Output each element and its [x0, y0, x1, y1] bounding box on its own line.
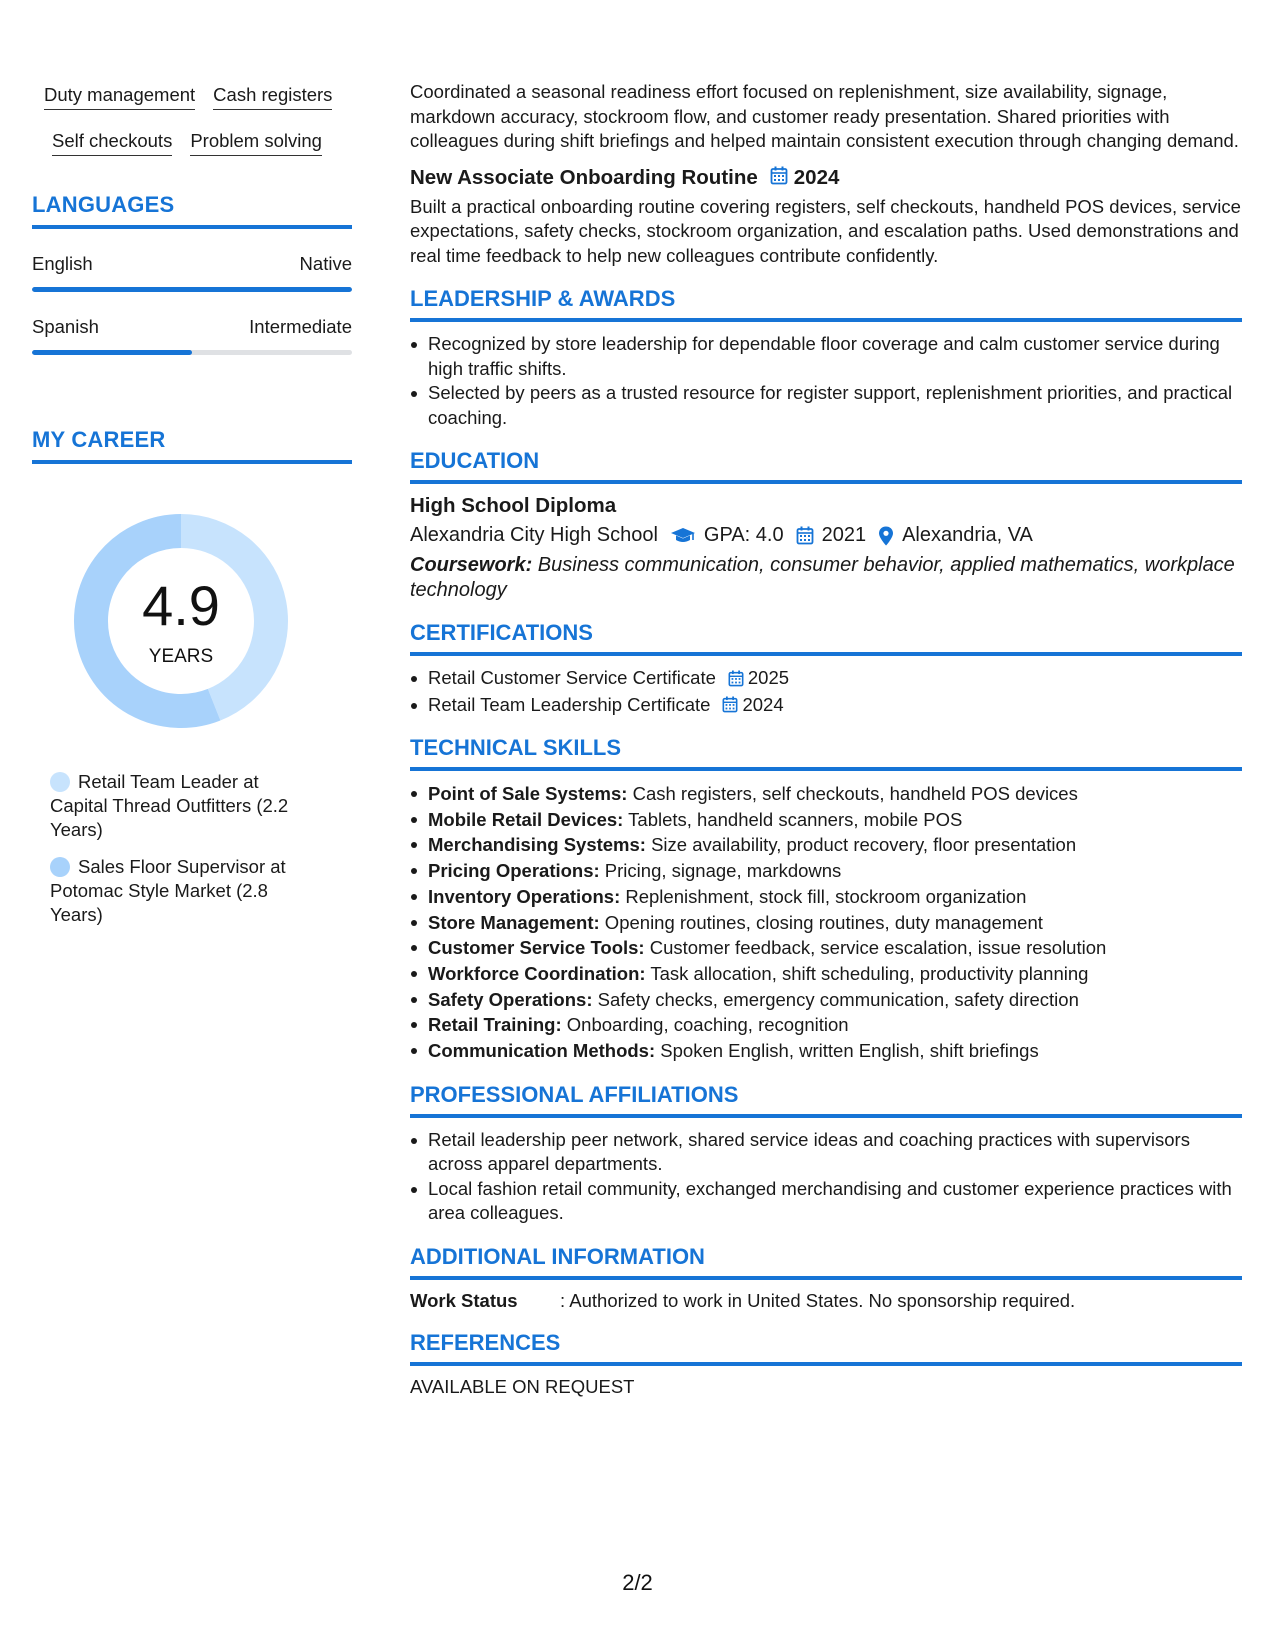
skill-values: Replenishment, stock fill, stockroom organization [620, 885, 1027, 907]
project-title-row [410, 166, 1242, 191]
list-item [410, 1012, 1242, 1038]
career-total-years: 4.9 [142, 574, 220, 637]
language-item [32, 316, 352, 355]
skill-category: Inventory Operations: [428, 885, 621, 907]
skill-category: Workforce Coordination: [428, 962, 646, 984]
references-text: AVAILABLE ON REQUEST [410, 1375, 635, 1397]
language-level: Intermediate [249, 316, 352, 337]
list-item [410, 935, 1242, 961]
list-item [410, 910, 1242, 936]
coursework-label: Coursework: [410, 554, 533, 576]
calendar-icon [796, 526, 814, 545]
calendar-icon [728, 670, 744, 687]
certifications-list [410, 666, 1242, 717]
page-number: 2/2 [622, 1570, 653, 1595]
list-item: Recognized by store leadership for dependable floor coverage and calm customer service during high traffic shifts. [410, 332, 1242, 381]
list-item [410, 858, 1242, 884]
project-title: New Associate Onboarding Routine [410, 166, 758, 189]
skill-values: Size availability, product recovery, floor presentation [645, 834, 1077, 856]
skill-category: Communication Methods: [428, 1040, 656, 1062]
list-item [410, 961, 1242, 987]
skill-values: Cash registers, self checkouts, handheld POS devices [627, 783, 1078, 804]
skill-values: Tablets, handheld scanners, mobile POS [623, 808, 963, 830]
main-column [410, 80, 1242, 1398]
skill-values: Task allocation, shift scheduling, productivity planning [645, 962, 1089, 984]
skill-category: Customer Service Tools: [428, 937, 645, 959]
tag-row [44, 84, 352, 110]
education-year: 2021 [821, 524, 867, 546]
technical-skills-list [410, 781, 1242, 1064]
intro-paragraph: Coordinated a seasonal readiness effort focused on replenishment, size availability, signage, markdown accuracy, stockroom flow, and customer ready presentation. Shared priorities with colleagues during shift briefings and helped maintain consistent execution through changing demand. [410, 81, 1239, 151]
list-item [410, 987, 1242, 1013]
education-meta [410, 524, 1242, 547]
career-legend-item [50, 770, 292, 842]
list-item: Selected by peers as a trusted resource for register support, replenishment priorities, and practical coaching. [410, 381, 1242, 430]
project-year: 2024 [793, 166, 840, 189]
list-item [410, 807, 1242, 833]
certification-item [410, 666, 1242, 691]
education-heading: EDUCATION [410, 448, 1242, 484]
skill-values: Onboarding, coaching, recognition [561, 1014, 849, 1036]
sidebar [32, 84, 352, 940]
tag-row [44, 130, 352, 156]
career-legend-item [50, 855, 292, 927]
skill-values: Pricing, signage, markdowns [599, 860, 842, 882]
skill-category: Merchandising Systems: [428, 834, 646, 856]
skill-category: Pricing Operations: [428, 860, 600, 882]
affiliations-list [410, 1128, 1242, 1226]
certifications-heading: CERTIFICATIONS [410, 620, 1242, 656]
career-donut-chart [66, 506, 296, 736]
skill-tag: Problem solving [190, 130, 322, 156]
list-item: Retail leadership peer network, shared service ideas and coaching practices with supervisors across apparel departments. [410, 1128, 1242, 1177]
location-pin-icon [878, 526, 894, 546]
certification-name: Retail Team Leadership Certificate [428, 693, 711, 715]
career-legend-label: Sales Floor Supervisor at Potomac Style Market (2.8 Years) [50, 856, 286, 925]
language-proficiency-fill [32, 350, 192, 355]
language-name: English [32, 253, 93, 274]
skill-category: Point of Sale Systems: [428, 783, 628, 804]
skill-tag: Duty management [44, 84, 195, 110]
work-status-row [410, 1290, 1242, 1312]
leadership-heading: LEADERSHIP & AWARDS [410, 286, 1242, 322]
certification-item [410, 693, 1242, 718]
career-legend-label: Retail Team Leader at Capital Thread Outfitters (2.2 Years) [50, 771, 289, 840]
legend-dot-icon [50, 857, 70, 877]
education-gpa: GPA: 4.0 [703, 524, 784, 546]
work-status-value: : Authorized to work in United States. No sponsorship required. [560, 1289, 1076, 1311]
language-proficiency-fill [32, 287, 352, 292]
legend-dot-icon [50, 772, 70, 792]
career-section [32, 427, 352, 927]
leadership-list [410, 332, 1242, 430]
affiliations-heading: PROFESSIONAL AFFILIATIONS [410, 1082, 1242, 1118]
skill-values: Customer feedback, service escalation, issue resolution [644, 937, 1107, 959]
education-coursework [410, 553, 1242, 602]
calendar-icon [770, 166, 788, 191]
education-degree: High School Diploma [410, 494, 617, 517]
language-name: Spanish [32, 316, 99, 337]
graduation-cap-icon [670, 527, 696, 545]
skill-values: Opening routines, closing routines, duty management [599, 911, 1043, 933]
coursework-text: Business communication, consumer behavior, applied mathematics, workplace technology [410, 554, 1235, 601]
skill-tag: Cash registers [213, 84, 332, 110]
education-location: Alexandria, VA [902, 524, 1033, 546]
calendar-icon [722, 696, 738, 713]
work-status-label: Work Status [410, 1289, 518, 1311]
language-item [32, 253, 352, 292]
additional-info-heading: ADDITIONAL INFORMATION [410, 1244, 1242, 1280]
certification-year: 2024 [742, 693, 784, 715]
languages-heading: LANGUAGES [32, 192, 352, 229]
language-proficiency-bar [32, 350, 352, 355]
list-item [410, 832, 1242, 858]
career-years-label: YEARS [148, 646, 214, 667]
list-item [410, 1038, 1242, 1064]
certification-year: 2025 [747, 667, 790, 688]
skill-category: Mobile Retail Devices: [428, 808, 624, 830]
project-description: Built a practical onboarding routine covering registers, self checkouts, handheld POS devices, service expectations, safety checks, stockroom organization, and escalation paths. Used demonstrations and real time feedback to help new colleagues contribute confidently. [410, 195, 1241, 266]
references-heading: REFERENCES [410, 1330, 1242, 1366]
technical-skills-heading: TECHNICAL SKILLS [410, 735, 1242, 771]
certification-name: Retail Customer Service Certificate [428, 667, 716, 688]
skill-tags [32, 84, 352, 156]
career-heading: MY CAREER [32, 427, 352, 464]
language-level: Native [299, 253, 352, 274]
skill-category: Retail Training: [428, 1014, 562, 1036]
career-legend [32, 770, 292, 927]
languages-section [32, 192, 352, 355]
list-item [410, 781, 1242, 807]
skill-category: Safety Operations: [428, 988, 593, 1010]
skill-values: Safety checks, emergency communication, safety direction [592, 988, 1079, 1010]
skill-tag: Self checkouts [52, 130, 172, 156]
skill-category: Store Management: [428, 911, 600, 933]
language-proficiency-bar [32, 287, 352, 292]
education-school: Alexandria City High School [410, 524, 658, 546]
list-item [410, 884, 1242, 910]
skill-values: Spoken English, written English, shift briefings [655, 1040, 1039, 1062]
list-item: Local fashion retail community, exchanged merchandising and customer experience practices with area colleagues. [410, 1177, 1242, 1226]
